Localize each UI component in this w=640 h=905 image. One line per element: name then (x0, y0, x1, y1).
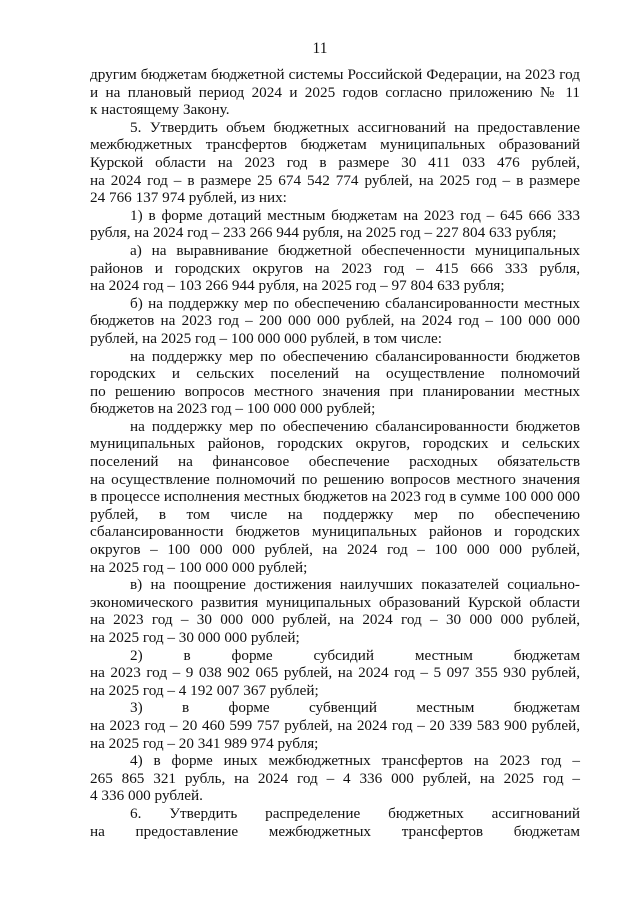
text-line: 24 766 137 974 рублей, из них: (90, 189, 287, 207)
text-line: сбалансированности бюджетов муниципальных районов и городских (90, 523, 580, 541)
text-line: 5. Утвердить объем бюджетных ассигнований на предоставление (130, 118, 580, 136)
text-line: на 2023 год – 20 460 599 757 рублей, на 2024 год – 20 339 583 900 рублей, (90, 716, 580, 734)
text-line: 265 865 321 рубль, на 2024 год – 4 336 000 рублей, на 2025 год – (90, 769, 580, 787)
text-line: на 2023 год – 9 038 902 065 рублей, на 2024 год – 5 097 355 930 рублей, (90, 664, 580, 682)
text-line: муниципальных районов, городских округов, городских и сельских (90, 435, 580, 453)
text-line: рублей, на 2025 год – 100 000 000 рублей, в том числе: (90, 329, 443, 347)
text-line: 3) в форме субвенций местным бюджетам (130, 699, 580, 717)
text-line: на 2024 год – 103 266 944 рубля, на 2025 год – 97 804 633 рубля; (90, 277, 505, 295)
text-line: 4 336 000 рублей. (90, 787, 203, 805)
text-line: округов – 100 000 000 рублей, на 2024 год – 100 000 000 рублей, (90, 541, 580, 559)
page-number: 11 (312, 40, 328, 57)
text-line: на осуществление полномочий по решению вопросов местного значения (90, 470, 580, 488)
text-line: на 2025 год – 30 000 000 рублей; (90, 629, 300, 646)
text-line: в) на поощрение достижения наилучших показателей социально- (130, 576, 580, 594)
text-line: рублей, в том числе на поддержку мер по обеспечению (90, 505, 580, 523)
text-line: на 2024 год – в размере 25 674 542 774 рублей, на 2025 год – в размере (90, 171, 580, 189)
text-line: на поддержку мер по обеспечению сбалансированности бюджетов (130, 417, 580, 435)
text-line: 4) в форме иных межбюджетных трансфертов на 2023 год – (130, 752, 580, 770)
text-line: другим бюджетам бюджетной системы Российской Федерации, на 2023 год (90, 66, 580, 83)
text-line: поселений на финансовое обеспечение расходных обязательств (90, 453, 580, 471)
text-line: на предоставление межбюджетных трансфертов бюджетам (90, 822, 580, 840)
text-line: по решению вопросов местного значения при планировании местных (90, 382, 580, 400)
text-line: Курской области на 2023 год в размере 30 411 033 476 рублей, (90, 153, 580, 171)
text-line: на 2025 год – 100 000 000 рублей; (90, 558, 308, 576)
text-line: на 2025 год – 20 341 989 974 рубля; (90, 734, 319, 752)
text-line: городских и сельских поселений на осуществление полномочий (90, 365, 580, 383)
text-line: бюджетов на 2023 год – 100 000 000 рублей; (90, 400, 376, 418)
text-line: 1) в форме дотаций местным бюджетам на 2023 год – 645 666 333 (130, 206, 580, 224)
text-line: 2) в форме субсидий местным бюджетам (130, 646, 580, 664)
text-line: а) на выравнивание бюджетной обеспеченности муниципальных (130, 241, 580, 259)
text-line: районов и городских округов на 2023 год – 415 666 333 рубля, (90, 259, 580, 277)
text-line: в процессе исполнения местных бюджетов на 2023 год в сумме 100 000 000 (90, 488, 580, 506)
text-line: на 2023 год – 30 000 000 рублей, на 2024 год – 30 000 000 рублей, (90, 611, 580, 629)
text-line: на поддержку мер по обеспечению сбалансированности бюджетов (130, 347, 580, 365)
text-line: к настоящему Закону. (90, 101, 230, 119)
text-line: и на плановый период 2024 и 2025 годов согласно приложению № 11 (90, 83, 580, 101)
text-line: 6. Утвердить распределение бюджетных ассигнований (130, 804, 580, 822)
text-line: экономического развития муниципальных образований Курской области (90, 593, 580, 611)
text-line: бюджетов на 2023 год – 200 000 000 рублей, на 2024 год – 100 000 000 (90, 312, 580, 330)
law-text-body (90, 66, 580, 840)
text-line: рубля, на 2024 год – 233 266 944 рубля, на 2025 год – 227 804 633 рубля; (90, 224, 557, 242)
text-line: на 2025 год – 4 192 007 367 рублей; (90, 681, 319, 699)
text-line: межбюджетных трансфертов бюджетам муниципальных образований (90, 136, 580, 154)
text-line: б) на поддержку мер по обеспечению сбалансированности местных (130, 294, 580, 312)
